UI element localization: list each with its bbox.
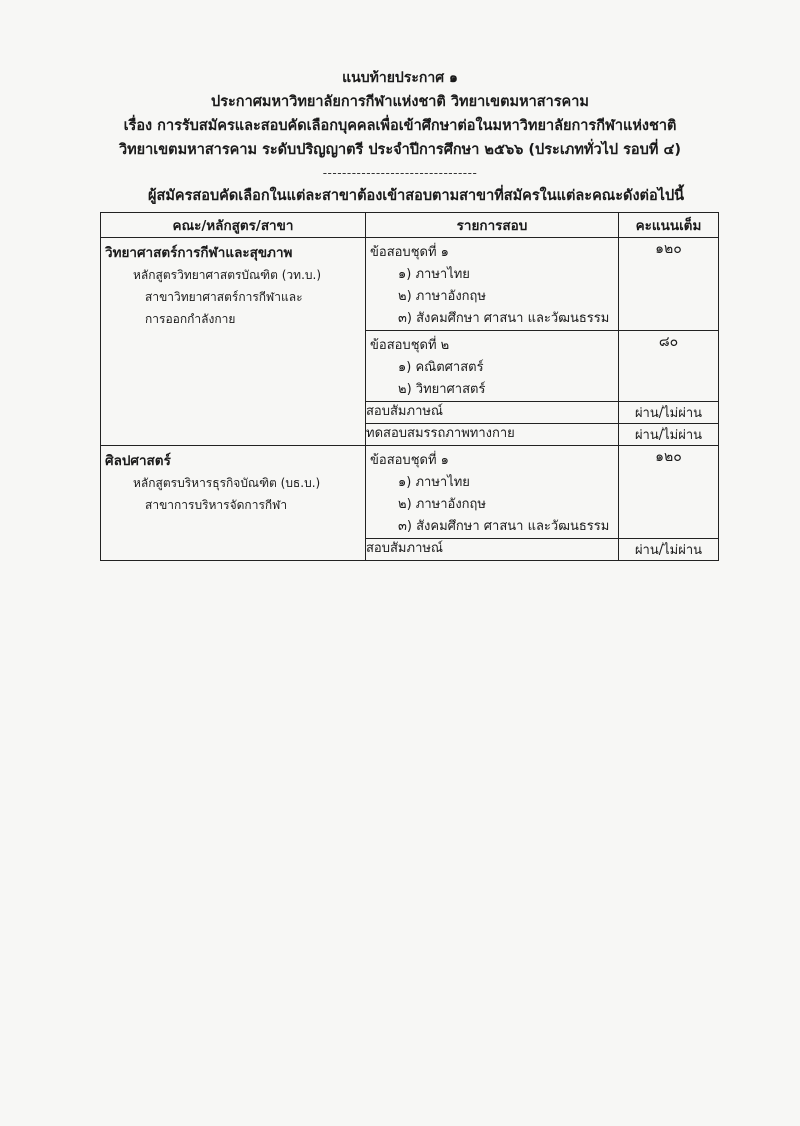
major-name-cont: การออกกำลังกาย bbox=[145, 312, 236, 326]
exam-subject: ๒) ภาษาอังกฤษ bbox=[398, 289, 486, 304]
exam-set-cell bbox=[366, 331, 619, 402]
exam-subject: ๒) ภาษาอังกฤษ bbox=[398, 497, 486, 512]
announcement-subject: เรื่อง การรับสมัครและสอบคัดเลือกบุคคลเพื่อเข้าศึกษาต่อในมหาวิทยาลัยการกีฬาแห่งชาติ bbox=[123, 118, 677, 134]
exam-subject: ๓) สังคมศึกษา ศาสนา และวัฒนธรรม bbox=[398, 311, 610, 326]
full-score: ผ่าน/ไม่ผ่าน bbox=[619, 539, 719, 561]
full-score: ๑๒๐ bbox=[619, 446, 719, 539]
exam-table bbox=[100, 212, 719, 561]
exam-set-title: ข้อสอบชุดที่ ๑ bbox=[370, 453, 449, 468]
instruction-text: ผู้สมัครสอบคัดเลือกในแต่ละสาขาต้องเข้าสอบตามสาขาที่สมัครในแต่ละคณะดังต่อไปนี้ bbox=[148, 188, 685, 204]
header-divider: -------------------------------- bbox=[322, 166, 478, 180]
program-name: หลักสูตรวิทยาศาสตรบัณฑิต (วท.บ.) bbox=[133, 268, 322, 282]
exam-set-cell bbox=[366, 446, 619, 539]
major-name: สาขาวิทยาศาสตร์การกีฬาและ bbox=[145, 290, 303, 304]
exam-item: สอบสัมภาษณ์ bbox=[366, 539, 619, 561]
exam-subject: ๑) ภาษาไทย bbox=[398, 267, 470, 282]
exam-item: ทดสอบสมรรถภาพทางกาย bbox=[366, 424, 619, 446]
column-header-exam: รายการสอบ bbox=[366, 213, 619, 238]
exam-set-title: ข้อสอบชุดที่ ๒ bbox=[370, 338, 450, 353]
announcement-subject-cont: วิทยาเขตมหาสารคาม ระดับปริญญาตรี ประจำปีการศึกษา ๒๕๖๖ (ประเภททั่วไป รอบที่ ๔) bbox=[118, 142, 682, 158]
faculty-name: วิทยาศาสตร์การกีฬาและสุขภาพ bbox=[105, 245, 293, 261]
full-score: ๑๒๐ bbox=[619, 238, 719, 331]
column-header-score: คะแนนเต็ม bbox=[619, 213, 719, 238]
column-header-faculty: คณะ/หลักสูตร/สาขา bbox=[101, 213, 366, 238]
full-score: ผ่าน/ไม่ผ่าน bbox=[619, 424, 719, 446]
exam-set-cell bbox=[366, 238, 619, 331]
exam-subject: ๑) คณิตศาสตร์ bbox=[398, 360, 484, 375]
exam-item: สอบสัมภาษณ์ bbox=[366, 402, 619, 424]
full-score: ผ่าน/ไม่ผ่าน bbox=[619, 402, 719, 424]
table-row bbox=[101, 446, 719, 539]
full-score: ๘๐ bbox=[619, 331, 719, 402]
table-row bbox=[101, 238, 719, 331]
announcement-title: ประกาศมหาวิทยาลัยการกีฬาแห่งชาติ วิทยาเขตมหาสารคาม bbox=[211, 94, 589, 110]
document-header bbox=[0, 66, 800, 180]
program-name: หลักสูตรบริหารธุรกิจบัณฑิต (บธ.บ.) bbox=[133, 476, 321, 490]
faculty-cell bbox=[101, 238, 366, 446]
table-header-row bbox=[101, 213, 719, 238]
exam-subject: ๑) ภาษาไทย bbox=[398, 475, 470, 490]
exam-subject: ๓) สังคมศึกษา ศาสนา และวัฒนธรรม bbox=[398, 519, 610, 534]
faculty-cell bbox=[101, 446, 366, 561]
exam-subject: ๒) วิทยาศาสตร์ bbox=[398, 382, 486, 397]
major-name: สาขาการบริหารจัดการกีฬา bbox=[145, 498, 288, 512]
faculty-name: ศิลปศาสตร์ bbox=[105, 453, 171, 469]
attachment-title: แนบท้ายประกาศ ๑ bbox=[342, 70, 458, 86]
exam-set-title: ข้อสอบชุดที่ ๑ bbox=[370, 245, 449, 260]
